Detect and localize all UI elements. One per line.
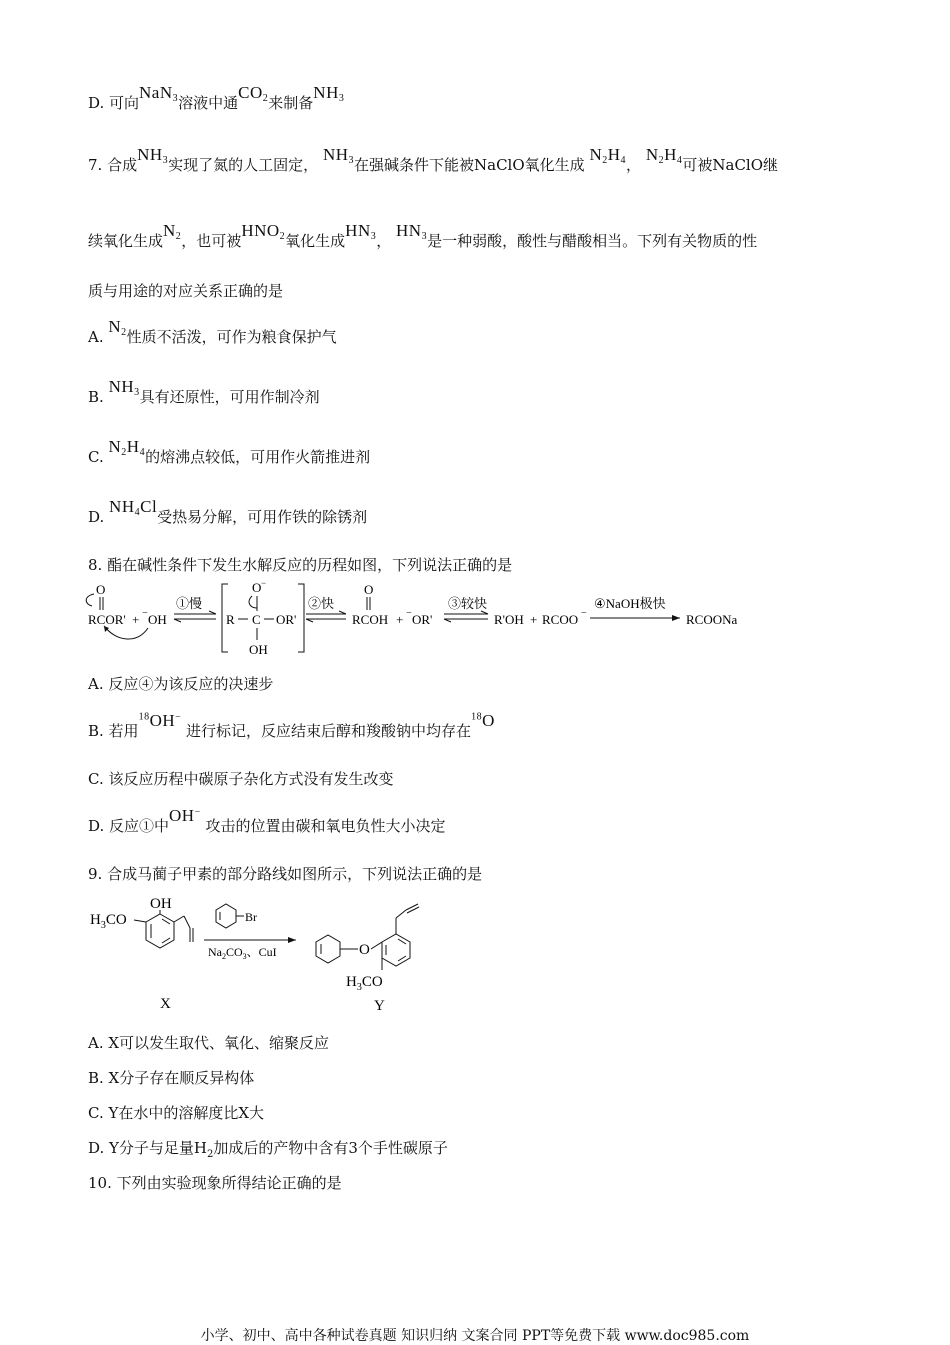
q8-stem: 8. 酯在碱性条件下发生水解反应的历程如图，下列说法正确的是 [88,556,513,574]
svg-text:+: + [396,612,404,627]
q10-stem: 10. 下列由实验现象所得结论正确的是 [88,1174,342,1192]
methoxy-y: $H_3CO$ [346,974,383,993]
q9-option-d: D. Y分子与足量$H_2$加成后的产物中含有3个手性碳原子 [88,1139,448,1160]
formula-nan3: NaN$_3$ [139,83,179,104]
q6-option-d: D. 可向NaN$_3$溶液中通$CO_2$来制备$NH_3$ [88,83,345,112]
svg-text:②快: ②快 [308,596,335,611]
formula-co2: $CO_2$ [238,83,269,104]
q7-option-c: C. $N_2H_4$的熔沸点较低，可用作火箭推进剂 [88,437,371,466]
methoxy-x: $H_3CO$ [90,912,127,931]
svg-text:O: O [364,582,374,597]
svg-text:④NaOH极快: ④NaOH极快 [594,596,666,611]
svg-text:R: R [226,612,235,627]
svg-text:O: O [359,942,370,958]
svg-text:RCOONa: RCOONa [686,612,738,627]
ester-formula: RCOR' [88,612,126,627]
svg-text:+: + [530,612,538,627]
q8-option-d: D. 反应①中OH− 攻击的位置由碳和氧电负性大小决定 [88,806,446,835]
svg-text:+: + [132,612,140,627]
svg-text:OR': OR' [412,612,433,627]
q7-option-d: D. $NH_4Cl$受热易分解，可用作铁的除锈剂 [88,497,368,526]
hydroxide: OH [148,612,167,627]
q9-option-b: B. X分子存在顺反异构体 [88,1069,255,1087]
svg-text:RCOO: RCOO [542,612,579,627]
q7-option-a: A. $N_2$性质不活泼，可作为粮食保护气 [88,317,337,346]
footer-ad: 小学、初中、高中各种试卷真题 知识归纳 文案合同 PPT等免费下载 www.doc985.com [200,1328,750,1344]
svg-text:①慢: ①慢 [176,596,203,611]
svg-text:−: − [261,578,267,588]
option-text: D. 可向 [88,94,140,112]
svg-text:O: O [252,580,262,595]
compound-x-label: X [160,996,171,1012]
compound-y-label: Y [374,998,385,1014]
q9-option-a: A. X可以发生取代、氧化、缩聚反应 [88,1034,330,1052]
reagent-text: $Na_2CO_3$、CuI [208,945,277,961]
q7-stem-line3: 质与用途的对应关系正确的是 [88,282,284,300]
q9-stem: 9. 合成马蔺子甲素的部分路线如图所示，下列说法正确的是 [88,865,483,883]
svg-text:R'OH: R'OH [494,612,524,627]
carbonyl-o: O [96,582,106,597]
svg-text:OH: OH [150,896,172,912]
svg-text:−: − [142,608,148,619]
q9-option-c: C. Y在水中的溶解度比X大 [88,1104,265,1122]
q8-option-c: C. 该反应历程中碳原子杂化方式没有发生改变 [88,770,394,788]
svg-text:−: − [406,608,412,619]
svg-text:Br: Br [245,910,257,924]
svg-text:OH: OH [249,642,268,657]
svg-text:RCOH: RCOH [352,612,389,627]
svg-text:OR': OR' [276,612,297,627]
q8-option-a: A. 反应④为该反应的决速步 [88,675,274,693]
svg-text:C: C [252,612,261,627]
svg-text:③较快: ③较快 [448,596,488,611]
q7-stem-line1: 7. 合成$NH_3$实现了氮的人工固定， $NH_3$在强碱条件下能被NaClO氧化生成 $N_2H_4$， $N_2H_4$可被NaClO继 [88,145,779,174]
q7-stem-line2: 续氧化生成$N_2$，也可被$HNO_2$氧化生成$HN_3$， $HN_3$是一种弱酸，酸性与醋酸相当。下列有关物质的性 [88,221,758,250]
svg-text:−: − [581,608,587,619]
q7-option-b: B. $NH_3$具有还原性，可用作制冷剂 [88,377,320,406]
synthesis-scheme [84,888,444,1018]
formula-nh3: $NH_3$ [313,83,345,104]
q8-option-b: B. 若用$^{18}$OH− 进行标记，反应结束后醇和羧酸钠中均存在$^{18}$O [88,711,495,740]
ester-hydrolysis-scheme [82,578,762,660]
